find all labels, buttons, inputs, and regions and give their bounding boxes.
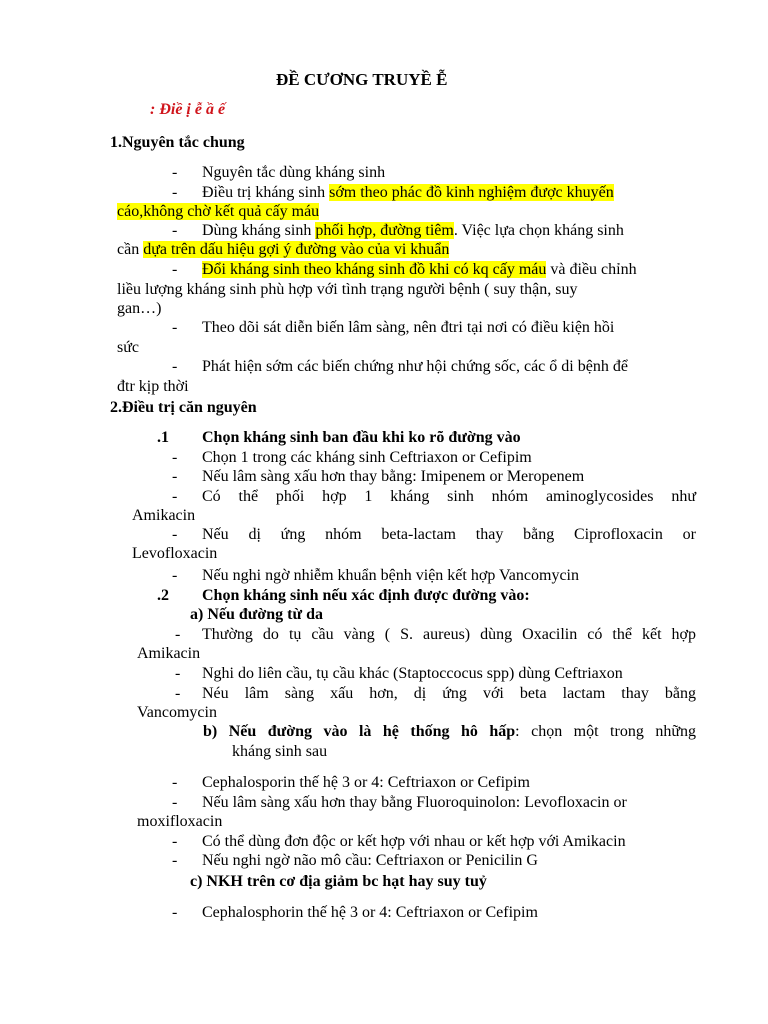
- bullet: -: [172, 261, 178, 278]
- list-item-continuation: cần dựa trên dấu hiệu gợi ý đường vào của vi khuẩn: [117, 241, 450, 258]
- list-item-continuation: Levofloxacin: [132, 545, 218, 562]
- list-item: Chọn 1 trong các kháng sinh Ceftriaxon or Cefipim: [202, 449, 532, 466]
- bullet: -: [172, 488, 178, 505]
- list-item: Nghi do liên cầu, tụ cầu khác (Staptoccocus spp) dùng Ceftriaxon: [202, 665, 623, 682]
- bullet: -: [172, 358, 178, 375]
- list-item: Nếu lâm sàng xấu hơn thay bằng: Imipenem or Meropenem: [202, 468, 585, 485]
- bullet: -: [172, 567, 178, 584]
- bullet: -: [175, 665, 181, 682]
- list-item: Cephalosphorin thế hệ 3 or 4: Ceftriaxon or Cefipim: [202, 904, 538, 921]
- item-heading-b-continuation: kháng sinh sau: [232, 743, 328, 760]
- list-item-continuation: moxifloxacin: [137, 813, 223, 830]
- bullet: -: [172, 319, 178, 336]
- bullet: -: [172, 164, 178, 181]
- list-item-continuation: Amikacin: [137, 645, 201, 662]
- list-item-continuation: Vancomycin: [137, 704, 217, 721]
- list-item: Nếu nghi ngờ não mô cầu: Ceftriaxon or Penicilin G: [202, 852, 538, 869]
- bullet: -: [175, 626, 181, 643]
- subsection-heading: Chọn kháng sinh nếu xác định được đường vào:: [202, 587, 530, 604]
- list-item: Cephalosporin thế hệ 3 or 4: Ceftriaxon or Cefipim: [202, 774, 530, 791]
- document-title: ĐỀ CƯƠNG TRUYỀ Ễ: [276, 70, 448, 89]
- list-item-continuation: Amikacin: [132, 507, 196, 524]
- bullet: -: [172, 774, 178, 791]
- bullet: -: [175, 685, 181, 702]
- list-item-continuation: cáo,không chờ kết quả cấy máu: [117, 203, 320, 220]
- list-item: Nguyên tắc dùng kháng sinh: [202, 164, 386, 181]
- list-item: Theo dõi sát diễn biến lâm sàng, nên đtri tại nơi có điều kiện hồi: [202, 319, 615, 336]
- list-item-continuation: liều lượng kháng sinh phù hợp với tình trạng người bệnh ( suy thận, suy: [117, 281, 578, 298]
- list-item-continuation: đtr kịp thời: [117, 378, 189, 395]
- item-heading-c: c) NKH trên cơ địa giảm bc hạt hay suy tuỷ: [190, 873, 487, 890]
- section-heading: 2.Điều trị căn nguyên: [110, 399, 257, 416]
- list-item-continuation: gan…): [117, 300, 162, 317]
- subsection-number: .1: [157, 429, 169, 446]
- document-subtitle: : Điề ị ễ ầ ế: [150, 101, 226, 118]
- bullet: -: [172, 904, 178, 921]
- list-item: Nếu nghi ngờ nhiễm khuẩn bệnh viện kết hợp Vancomycin: [202, 567, 579, 584]
- bullet: -: [172, 222, 178, 239]
- list-item: Có thể dùng đơn độc or kết hợp với nhau or kết hợp với Amikacin: [202, 833, 626, 850]
- list-item: Nếu lâm sàng xấu hơn thay bằng Fluoroquinolon: Levofloxacin or: [202, 794, 627, 811]
- item-heading-a: a) Nếu đường từ da: [190, 606, 323, 623]
- bullet: -: [172, 833, 178, 850]
- bullet: -: [172, 184, 178, 201]
- bullet: -: [172, 852, 178, 869]
- subsection-heading: Chọn kháng sinh ban đầu khi ko rõ đường vào: [202, 429, 521, 446]
- bullet: -: [172, 468, 178, 485]
- section-heading: 1.Nguyên tắc chung: [110, 134, 245, 151]
- list-item: Đổi kháng sinh theo kháng sinh đồ khi có kq cấy máu và điều chỉnh: [202, 261, 637, 278]
- list-item-continuation: sức: [117, 339, 139, 356]
- item-heading-b: b) Nếu đường vào là hệ thống hô hấp: chọn một trong những: [203, 723, 696, 740]
- list-item: Điều trị kháng sinh sớm theo phác đồ kinh nghiệm được khuyến: [202, 184, 614, 201]
- bullet: -: [172, 794, 178, 811]
- list-item: Dùng kháng sinh phối hợp, đường tiêm. Việc lựa chọn kháng sinh: [202, 222, 624, 239]
- bullet: -: [172, 449, 178, 466]
- list-item: Phát hiện sớm các biến chứng như hội chứng sốc, các ổ di bệnh để: [202, 358, 628, 375]
- list-item: Nếu dị ứng nhóm beta-lactam thay bằng Ciprofloxacin or: [202, 526, 696, 543]
- list-item: Néu lâm sàng xấu hơn, dị ứng với beta lactam thay bằng: [202, 685, 696, 702]
- list-item: Có thể phối hợp 1 kháng sinh nhóm aminoglycosides như: [202, 488, 696, 505]
- bullet: -: [172, 526, 178, 543]
- list-item: Thường do tụ cầu vàng ( S. aureus) dùng Oxacilin có thể kết hợp: [202, 626, 696, 643]
- subsection-number: .2: [157, 587, 169, 604]
